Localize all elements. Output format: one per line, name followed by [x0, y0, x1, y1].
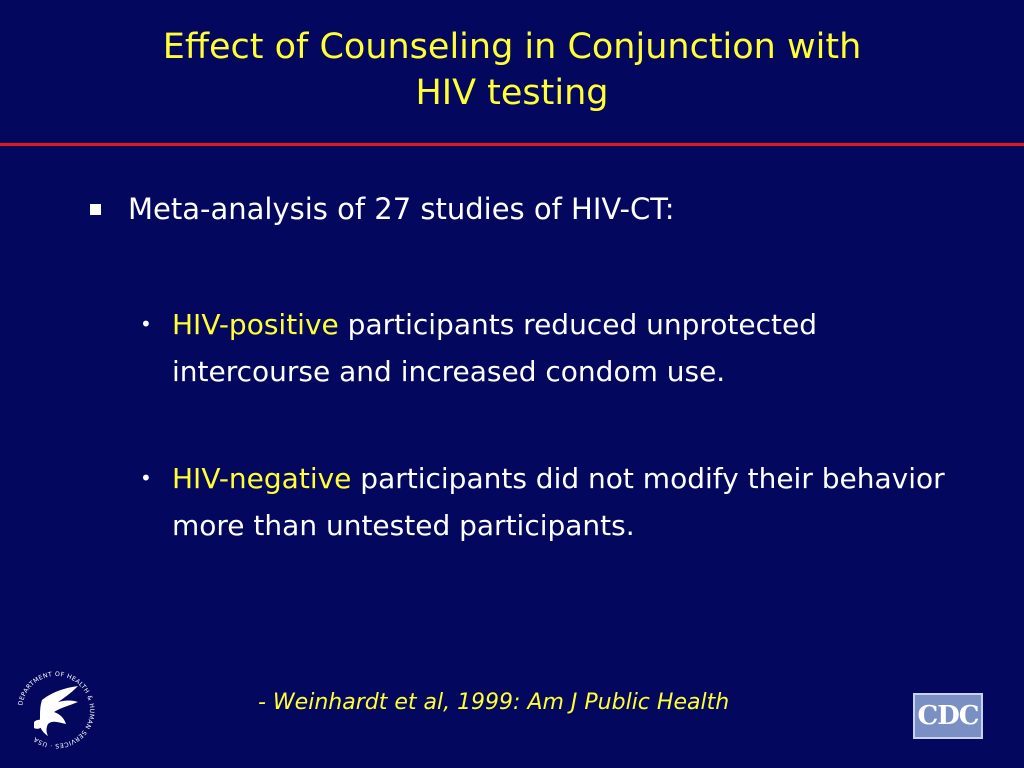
dot-bullet-icon: • — [140, 466, 152, 490]
highlight-term: HIV-negative — [172, 462, 352, 495]
hhs-eagle-seal-icon — [12, 666, 100, 754]
citation: - Weinhardt et al, 1999: Am J Public Health — [258, 690, 730, 715]
slide-title-line-2: HIV testing — [415, 73, 609, 113]
cdc-logo-icon: CDC — [913, 693, 983, 739]
highlight-term: HIV-positive — [172, 308, 339, 341]
slide-title — [0, 24, 1024, 116]
slide-title-line-1: Effect of Counseling in Conjunction with — [162, 27, 862, 67]
main-bullet-text: Meta-analysis of 27 studies of HIV-CT: — [128, 192, 675, 226]
sub-bullet-body — [172, 455, 952, 549]
sub-bullet-body — [172, 301, 952, 395]
square-bullet-icon — [90, 204, 101, 215]
title-divider — [0, 143, 1024, 146]
hhs-seal-text: DEPARTMENT OF HEALTH & HUMAN SERVICES · USA — [17, 670, 96, 750]
sub-bullet-text: participants reduced unprotected intercourse and increased condom use. — [172, 308, 817, 388]
sub-bullet-text: participants did not modify their behavior more than untested participants. — [172, 462, 945, 542]
dot-bullet-icon: • — [140, 312, 152, 336]
